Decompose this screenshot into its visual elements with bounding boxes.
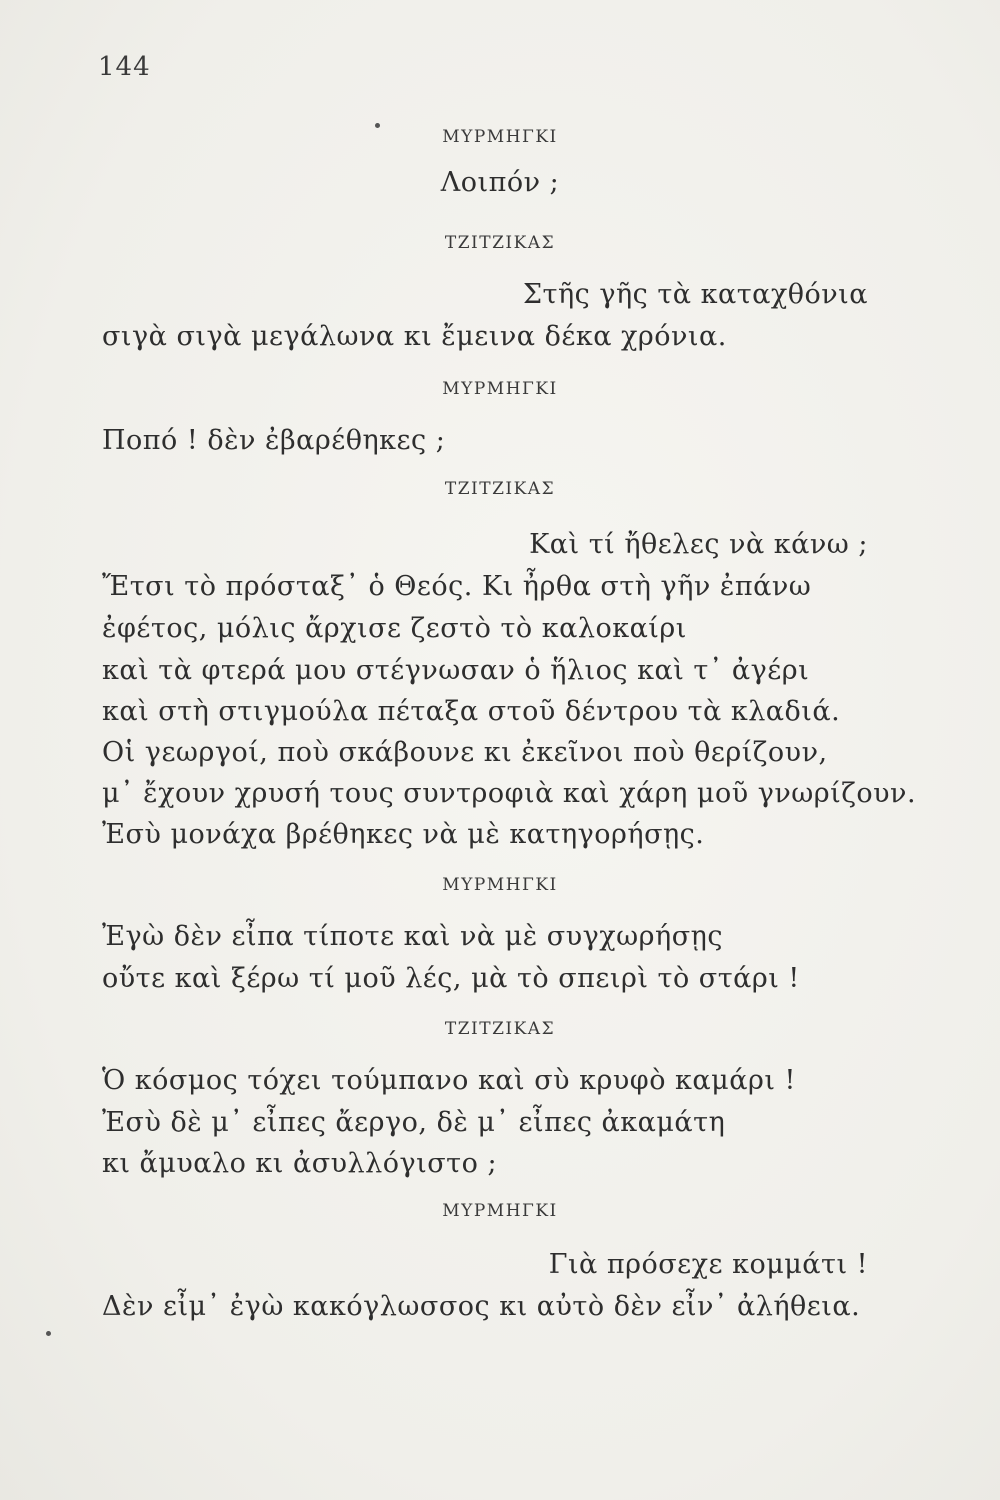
speaker-label-myrmigki: ΜΥΡΜΗΓΚΙ (442, 1201, 558, 1221)
verse-line: καὶ στὴ στιγμούλα πέταξα στοῦ δέντρου τὰ κλαδιά. (102, 696, 841, 727)
verse-line: σιγὰ σιγὰ μεγάλωνα κι ἔμεινα δέκα χρόνια. (102, 321, 727, 352)
verse-line: Ἐγὼ δὲν εἶπα τίποτε καὶ νὰ μὲ συγχωρήσῃς (102, 921, 723, 952)
print-speck (46, 1331, 51, 1336)
page-number: 144 (98, 52, 151, 82)
verse-line: Καὶ τί ἤθελες νὰ κάνω ; (529, 529, 868, 560)
verse-line: καὶ τὰ φτερά μου στέγνωσαν ὁ ἥλιος καὶ τ᾿ ἀγέρι (102, 655, 810, 686)
verse-line: Γιὰ πρόσεχε κομμάτι ! (548, 1249, 868, 1280)
speaker-label-myrmigki: ΜΥΡΜΗΓΚΙ (442, 127, 558, 147)
speaker-label-myrmigki: ΜΥΡΜΗΓΚΙ (442, 875, 558, 895)
verse-line: Στῆς γῆς τὰ καταχθόνια (522, 279, 868, 310)
verse-line: μ᾿ ἔχουν χρυσή τους συντροφιὰ καὶ χάρη μοῦ γνωρίζουν. (102, 778, 917, 809)
verse-line: Οἱ γεωργοί, ποὺ σκάβουνε κι ἐκεῖνοι ποὺ θερίζουν, (102, 737, 828, 768)
verse-line: Ἐσὺ μονάχα βρέθηκες νὰ μὲ κατηγορήσῃς. (102, 819, 705, 850)
speaker-label-tzitzikas: ΤΖΙΤΖΙΚΑΣ (444, 1019, 556, 1039)
verse-line: Λοιπόν ; (440, 167, 560, 198)
speaker-label-tzitzikas: ΤΖΙΤΖΙΚΑΣ (444, 479, 556, 499)
verse-line: οὔτε καὶ ξέρω τί μοῦ λές, μὰ τὸ σπειρὶ τὸ στάρι ! (102, 963, 800, 994)
verse-line: ἐφέτος, μόλις ἄρχισε ζεστὸ τὸ καλοκαίρι (102, 613, 687, 644)
verse-line: κι ἄμυαλο κι ἀσυλλόγιστο ; (102, 1148, 498, 1179)
speaker-label-tzitzikas: ΤΖΙΤΖΙΚΑΣ (444, 233, 556, 253)
verse-line: Ποπό ! δὲν ἐβαρέθηκες ; (102, 425, 446, 456)
verse-line: Ἐσὺ δὲ μ᾿ εἶπες ἄεργο, δὲ μ᾿ εἶπες ἀκαμάτη (102, 1107, 726, 1138)
speaker-label-myrmigki: ΜΥΡΜΗΓΚΙ (442, 379, 558, 399)
verse-line: Δὲν εἶμ᾿ ἐγὼ κακόγλωσσος κι αὐτὸ δὲν εἶν᾿ ἀλήθεια. (102, 1291, 861, 1322)
verse-line: Ὁ κόσμος τόχει τούμπανο καὶ σὺ κρυφὸ καμάρι ! (102, 1065, 796, 1096)
verse-line: Ἔτσι τὸ πρόσταξ᾿ ὁ Θεός. Κι ἦρθα στὴ γῆν ἐπάνω (102, 571, 812, 602)
